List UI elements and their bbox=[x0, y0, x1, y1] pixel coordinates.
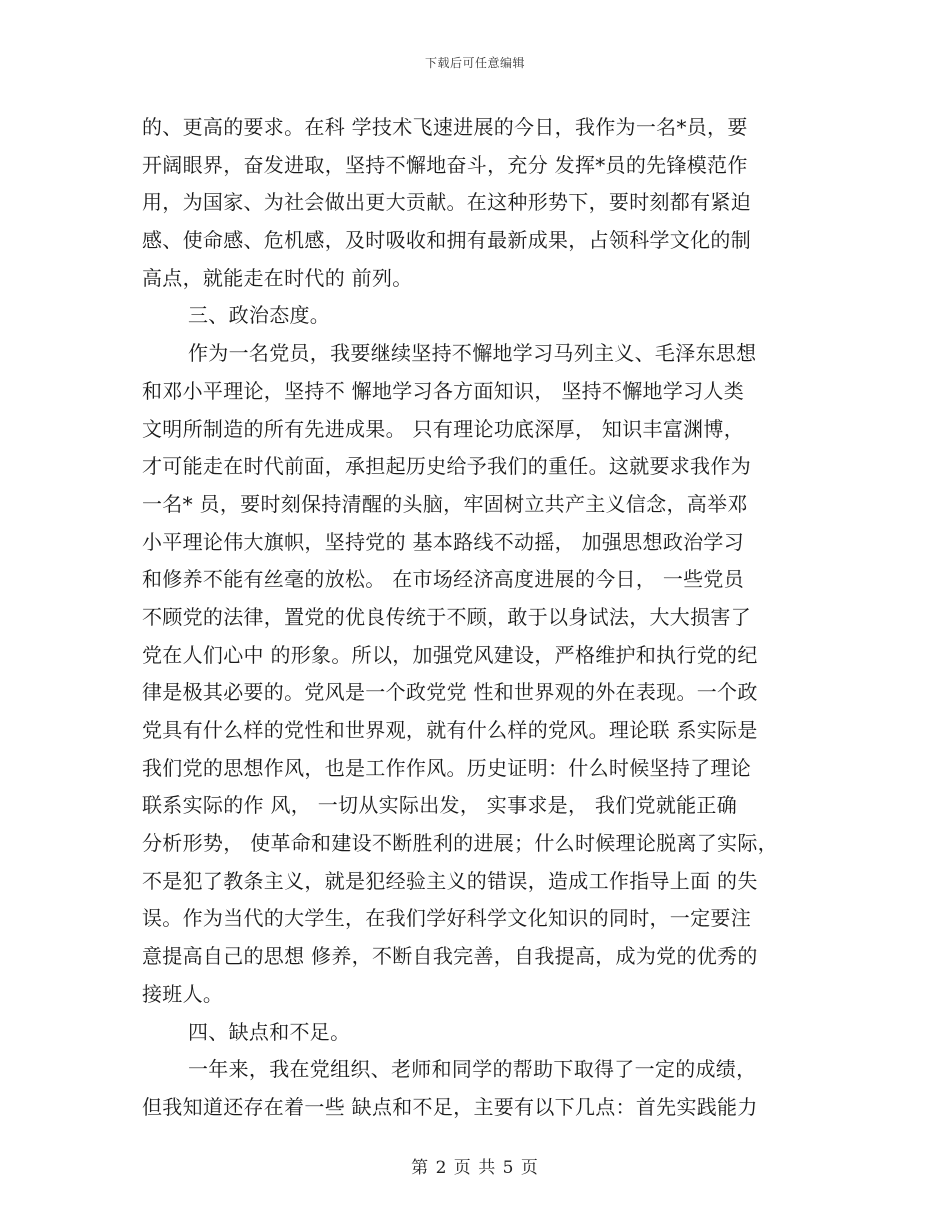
text-line: 开阔眼界，奋发进取，坚持不懈地奋斗，充分 发挥*员的先锋模范作 bbox=[142, 152, 748, 177]
text-line: 一年来，我在党组织、老师和同学的帮助下取得了一定的成绩， bbox=[188, 1057, 757, 1082]
text-line: 文明所制造的所有先进成果。 只有理论功底深厚， 知识丰富渊博， bbox=[142, 416, 745, 441]
text-line: 不顾党的法律，置党的优良传统于不顾，敢于以身试法，大大损害了 bbox=[142, 604, 751, 629]
text-line: 分析形势， 使革命和建设不断胜利的进展；什么时候理论脱离了实际， bbox=[142, 831, 778, 856]
text-line: 律是极其必要的。党风是一个政党党 性和世界观的外在表现。一个政 bbox=[142, 680, 758, 705]
text-line: 意提高自己的思想 修养，不断自我完善，自我提高，成为党的优秀的 bbox=[142, 944, 758, 969]
text-line: 感、使命感、危机感，及时吸收和拥有最新成果，占领科学文化的制 bbox=[142, 228, 751, 253]
text-line: 党在人们心中 的形象。所以，加强党风建设，严格维护和执行党的纪 bbox=[142, 642, 758, 667]
text-line: 的、更高的要求。在科 学技术飞速进展的今日，我作为一名*员，要 bbox=[142, 115, 748, 139]
text-line: 四、缺点和不足。 bbox=[188, 1019, 351, 1044]
text-line: 用，为国家、为社会做出更大贡献。在这种形势下，要时刻都有紧迫 bbox=[142, 190, 751, 215]
text-line: 党具有什么样的党性和世界观，就有什么样的党风。理论联 系实际是 bbox=[142, 718, 758, 742]
body-text bbox=[142, 109, 812, 1127]
text-line: 才可能走在时代前面，承担起历史给予我们的重任。这就要求我作为 bbox=[142, 454, 751, 479]
text-line: 小平理论伟大旗帜，坚持党的 基本路线不动摇， 加强思想政治学习 bbox=[142, 529, 745, 554]
text-line: 接班人。 bbox=[142, 981, 224, 1006]
text-line: 和邓小平理论，坚持不 懈地学习各方面知识， 坚持不懈地学习人类 bbox=[142, 378, 745, 403]
text-line: 联系实际的作 风， 一切从实际出发， 实事求是， 我们党就能正确 bbox=[142, 793, 738, 818]
text-line: 我们党的思想作风，也是工作作风。历史证明：什么时候坚持了理论 bbox=[142, 755, 751, 780]
text-line: 作为一名党员，我要继续坚持不懈地学习马列主义、毛泽东思想 bbox=[188, 341, 757, 366]
text-line: 三、政治态度。 bbox=[188, 303, 331, 328]
text-line: 但我知道还存在着一些 缺点和不足，主要有以下几点：首先实践能力 bbox=[142, 1094, 758, 1119]
text-line: 一名* 员，要时刻保持清醒的头脑，牢固树立共产主义信念，高举邓 bbox=[142, 491, 748, 516]
page-footer: 第 2 页 共 5 页 bbox=[411, 1158, 539, 1178]
page-header: 下载后可任意编辑 bbox=[424, 56, 525, 70]
text-line: 误。作为当代的大学生，在我们学好科学文化知识的同时，一定要注 bbox=[142, 906, 751, 931]
text-line: 不是犯了教条主义，就是犯经验主义的错误，造成工作指导上面 的失 bbox=[142, 868, 758, 893]
text-line: 高点，就能走在时代的 前列。 bbox=[142, 265, 413, 290]
text-line: 和修养不能有丝毫的放松。 在市场经济高度进展的今日， 一些党员 bbox=[142, 567, 745, 592]
